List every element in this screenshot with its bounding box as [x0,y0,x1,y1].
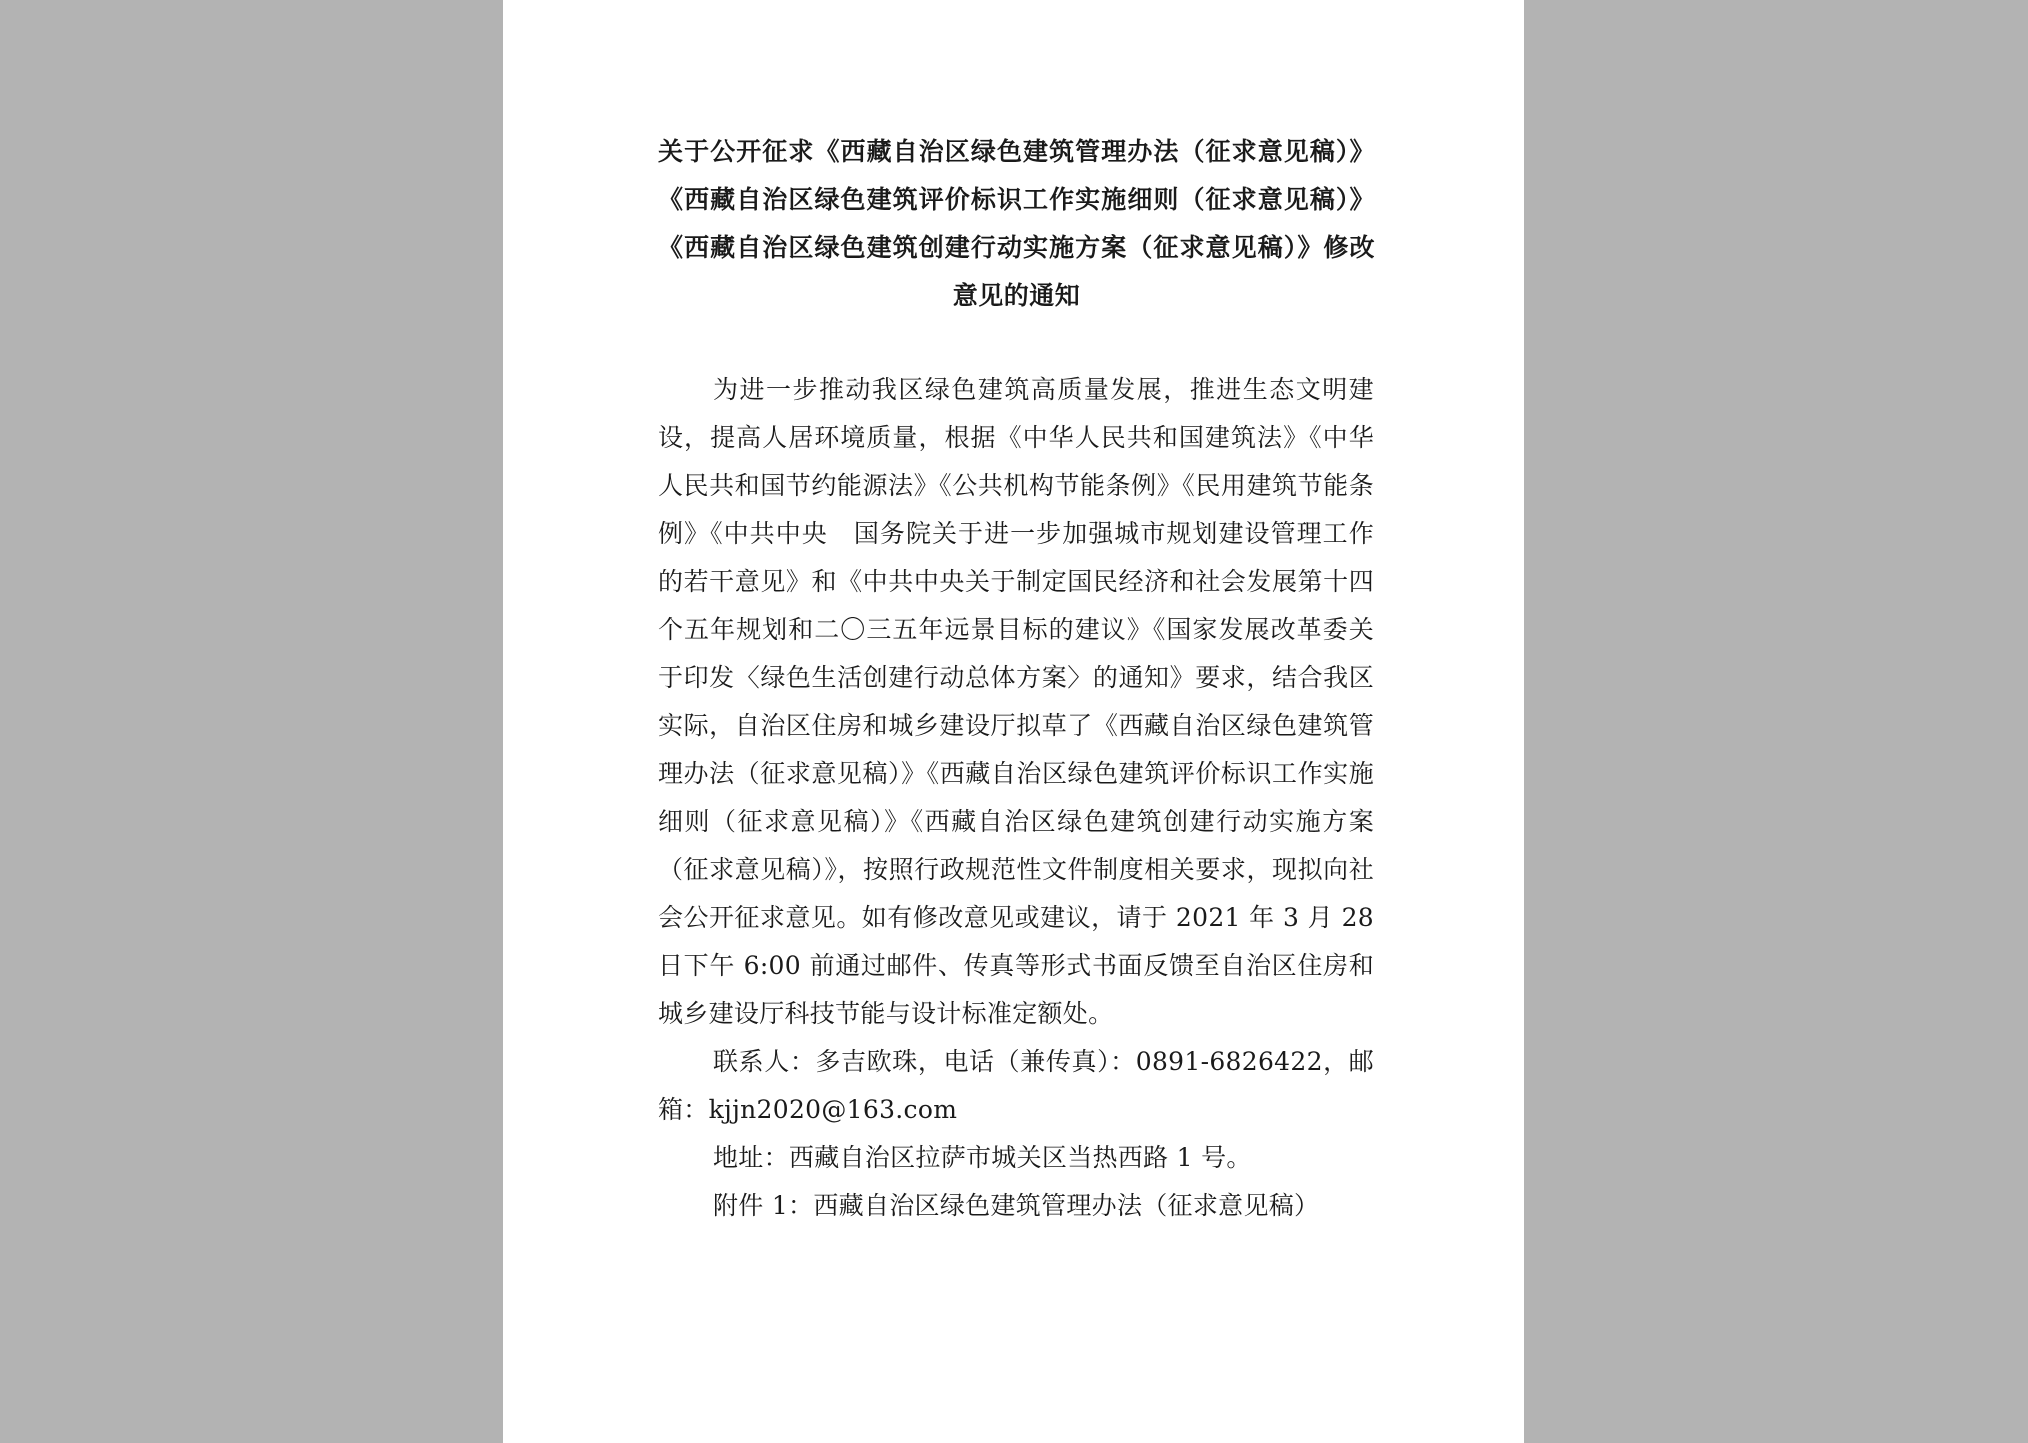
body-paragraph-contact: 联系人：多吉欧珠，电话（兼传真）：0891-6826422，邮箱：kjjn2020@163.com [658,1047,1374,1124]
body-paragraph-intro: 为进一步推动我区绿色建筑高质量发展，推进生态文明建设，提高人居环境质量，根据《中华人民共和国建筑法》《中华人民共和国节约能源法》《公共机构节能条例》《民用建筑节能条例》《中共中央 国务院关于进一步加强城市规划建设管理工作的若干意见》和《中共中央关于制定国民经济和社会发展第十四个五年规划和二〇三五年远景目标的建议》《国家发展改革委关于印发〈绿色生活创建行动总体方案〉的通知》要求，结合我区实际，自治区住房和城乡建设厅拟草了《西藏自治区绿色建筑管理办法（征求意见稿）》《西藏自治区绿色建筑评价标识工作实施细则（征求意见稿）》《西藏自治区绿色建筑创建行动实施方案（征求意见稿）》，按照行政规范性文件制度相关要求，现拟向社会公开征求意见。如有修改意见或建议，请于 2021 年 3 月 28 日下午 6:00 前通过邮件、传真等形式书面反馈至自治区住房和城乡建设厅科技节能与设计标准定额处。 [658,375,1374,1028]
body-paragraph-attachment: 附件 1：西藏自治区绿色建筑管理办法（征求意见稿） [713,1191,1320,1220]
document-body [658,366,1374,1230]
body-paragraph-address: 地址：西藏自治区拉萨市城关区当热西路 1 号。 [713,1143,1252,1172]
document-page [503,0,1524,1443]
document-title: 关于公开征求《西藏自治区绿色建筑管理办法（征求意见稿）》《西藏自治区绿色建筑评价标识工作实施细则（征求意见稿）》《西藏自治区绿色建筑创建行动实施方案（征求意见稿）》修改意见的通知 [658,137,1375,310]
